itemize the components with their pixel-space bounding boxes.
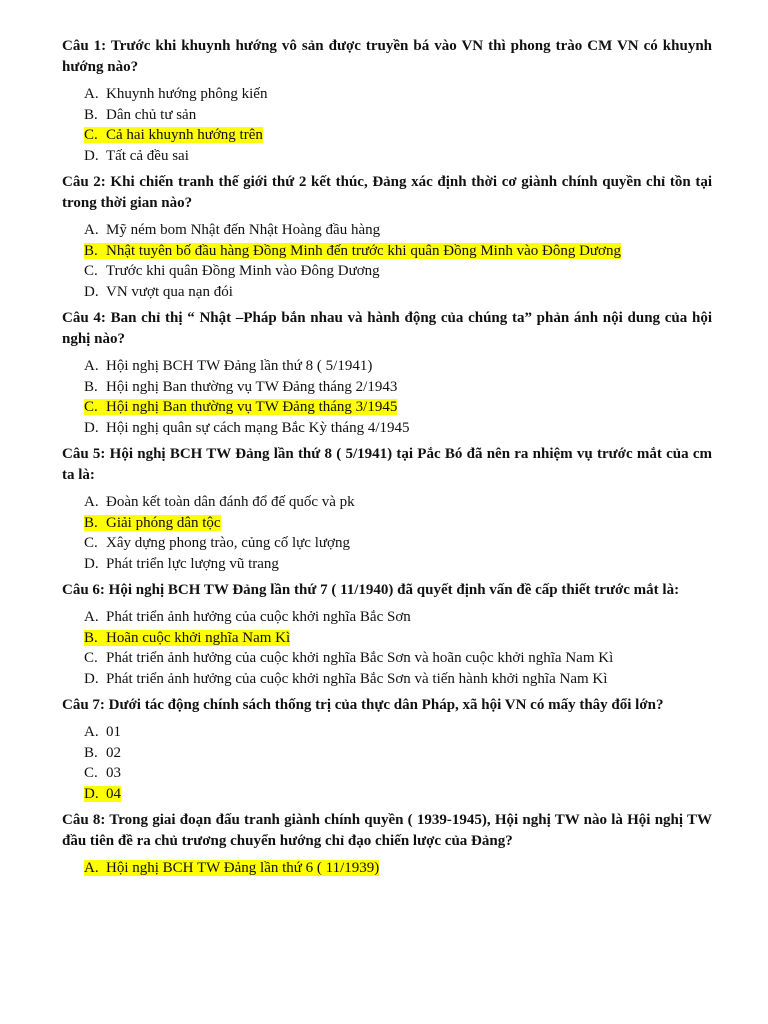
option-text: 03 (106, 765, 121, 781)
option-content (84, 379, 397, 395)
question-title: Câu 2: Khi chiến tranh thế giới thứ 2 kết thúc, Đảng xác định thời cơ giành chính quyền chỉ tồn tại trong thời gian nào? (62, 174, 712, 211)
answer-option (84, 533, 712, 554)
option-text: Dân chủ tư sản (106, 106, 197, 123)
answer-option (84, 105, 712, 126)
answer-options (62, 84, 712, 166)
option-content (84, 86, 267, 102)
option-text: Hội nghị BCH TW Đảng lần thứ 8 ( 5/1941) (106, 358, 373, 374)
option-letter: C. (84, 263, 98, 279)
option-letter: D. (84, 147, 99, 164)
option-content (84, 556, 279, 572)
answer-options (62, 492, 712, 574)
answer-options (62, 220, 712, 302)
option-content (84, 494, 355, 510)
question-block (62, 444, 712, 574)
option-text: Giải phóng dân tộc (106, 514, 221, 531)
option-content (84, 284, 233, 300)
option-content (84, 860, 379, 876)
option-letter: A. (84, 222, 99, 238)
answer-option (84, 261, 712, 282)
question-block (62, 308, 712, 438)
option-letter: C. (84, 765, 98, 781)
option-letter: B. (84, 744, 98, 761)
option-letter: A. (84, 609, 99, 625)
option-text: Hội nghị quân sự cách mạng Bắc Kỳ tháng 4/1945 (106, 419, 410, 436)
question-block (62, 36, 712, 166)
answer-option-correct (84, 858, 712, 879)
answer-option (84, 418, 712, 439)
option-text: Hội nghị Ban thường vụ TW Đảng tháng 2/1943 (106, 378, 398, 395)
answer-options (62, 858, 712, 879)
answer-option-correct (84, 397, 712, 418)
option-letter: D. (84, 283, 99, 300)
question-block (62, 580, 712, 689)
answer-option-correct (84, 784, 712, 805)
option-letter: B. (84, 378, 98, 395)
option-letter: B. (84, 629, 98, 646)
question-list (62, 36, 712, 879)
option-letter: D. (84, 785, 99, 802)
option-text: Phát triển lực lượng vũ trang (106, 555, 279, 572)
option-text: Hội nghị BCH TW Đảng lần thứ 6 ( 11/1939) (106, 860, 380, 876)
option-text: Xây dựng phong trào, củng cố lực lượng (106, 535, 350, 551)
option-letter: A. (84, 724, 99, 740)
option-content (84, 630, 290, 646)
option-content (84, 399, 397, 415)
option-content (84, 358, 372, 374)
option-letter: B. (84, 106, 98, 123)
answer-option (84, 377, 712, 398)
option-text: Đoàn kết toàn dân đánh đổ đế quốc và pk (106, 494, 355, 510)
option-text: Khuynh hướng phông kiến (106, 86, 268, 102)
answer-option-correct (84, 513, 712, 534)
option-content (84, 724, 121, 740)
option-text: 04 (106, 785, 121, 802)
option-text: VN vượt qua nạn đói (106, 283, 233, 300)
answer-options (62, 607, 712, 689)
option-content (84, 535, 350, 551)
option-letter: C. (84, 127, 98, 143)
answer-option (84, 722, 712, 743)
option-text: Nhật tuyên bố đầu hàng Đồng Minh đến trước khi quân Đồng Minh vào Đông Dương (106, 242, 621, 259)
option-text: Hội nghị Ban thường vụ TW Đảng tháng 3/1945 (106, 399, 398, 415)
answer-option (84, 84, 712, 105)
option-text: Phát triển ảnh hưởng của cuộc khởi nghĩa Bắc Sơn (106, 609, 411, 625)
question-title: Câu 6: Hội nghị BCH TW Đảng lần thứ 7 ( 11/1940) đã quyết định vấn đề cấp thiết trước mắt là: (62, 582, 680, 598)
option-text: 02 (106, 744, 121, 761)
option-text: Trước khi quân Đồng Minh vào Đông Dương (106, 263, 380, 279)
option-text: Cả hai khuynh hướng trên (106, 127, 263, 143)
option-text: 01 (106, 724, 121, 740)
answer-option-correct (84, 125, 712, 146)
option-content (84, 243, 621, 259)
option-content (84, 609, 411, 625)
option-letter: A. (84, 494, 99, 510)
option-letter: C. (84, 535, 98, 551)
answer-option-correct (84, 628, 712, 649)
answer-option (84, 743, 712, 764)
option-content (84, 745, 121, 761)
option-content (84, 786, 121, 802)
answer-options (62, 356, 712, 438)
option-letter: A. (84, 86, 99, 102)
question-title: Câu 4: Ban chỉ thị “ Nhật –Pháp bắn nhau và hành động của chúng ta” phản ánh nội dung của hội nghị nào? (62, 310, 712, 347)
question-block (62, 810, 712, 879)
answer-option (84, 648, 712, 669)
option-text: Mỹ ném bom Nhật đến Nhật Hoàng đầu hàng (106, 222, 381, 238)
option-content (84, 263, 380, 279)
option-letter: D. (84, 419, 99, 436)
option-content (84, 420, 410, 436)
answer-option (84, 220, 712, 241)
option-content (84, 148, 189, 164)
question-block (62, 695, 712, 804)
option-letter: D. (84, 555, 99, 572)
option-letter: C. (84, 399, 98, 415)
question-title: Câu 5: Hội nghị BCH TW Đảng lần thứ 8 ( 5/1941) tại Pắc Bó đã nên ra nhiệm vụ trước mắt của cm ta là: (62, 446, 712, 483)
option-text: Phát triển ảnh hưởng của cuộc khởi nghĩa Bắc Sơn và hoãn cuộc khởi nghĩa Nam Kì (106, 650, 614, 666)
question-title: Câu 8: Trong giai đoạn đấu tranh giành chính quyền ( 1939-1945), Hội nghị TW nào là Hội nghị TW đầu tiên đề ra chủ trương chuyển hướng chỉ đạo chiến lược của Đảng? (62, 812, 712, 849)
option-content (84, 671, 607, 687)
answer-option (84, 607, 712, 628)
answer-options (62, 722, 712, 804)
answer-option (84, 492, 712, 513)
option-text: Tất cả đều sai (106, 147, 189, 164)
option-letter: C. (84, 650, 98, 666)
answer-option (84, 669, 712, 690)
answer-option-correct (84, 241, 712, 262)
option-content (84, 515, 221, 531)
question-title: Câu 1: Trước khi khuynh hướng vô sản được truyền bá vào VN thì phong trào CM VN có khuynh hướng nào? (62, 38, 712, 75)
answer-option (84, 356, 712, 377)
option-letter: B. (84, 242, 98, 259)
option-letter: D. (84, 670, 99, 687)
question-title: Câu 7: Dưới tác động chính sách thống trị của thực dân Pháp, xã hội VN có mấy thây đổi lớn? (62, 697, 664, 713)
option-letter: A. (84, 860, 99, 876)
question-block (62, 172, 712, 302)
option-content (84, 222, 380, 238)
option-text: Hoãn cuộc khởi nghĩa Nam Kì (106, 629, 291, 646)
option-letter: B. (84, 514, 98, 531)
option-letter: A. (84, 358, 99, 374)
answer-option (84, 146, 712, 167)
option-text: Phát triển ảnh hưởng của cuộc khởi nghĩa Bắc Sơn và tiến hành khởi nghĩa Nam Kì (106, 670, 608, 687)
option-content (84, 107, 196, 123)
answer-option (84, 554, 712, 575)
option-content (84, 127, 263, 143)
option-content (84, 765, 121, 781)
answer-option (84, 282, 712, 303)
option-content (84, 650, 613, 666)
answer-option (84, 763, 712, 784)
